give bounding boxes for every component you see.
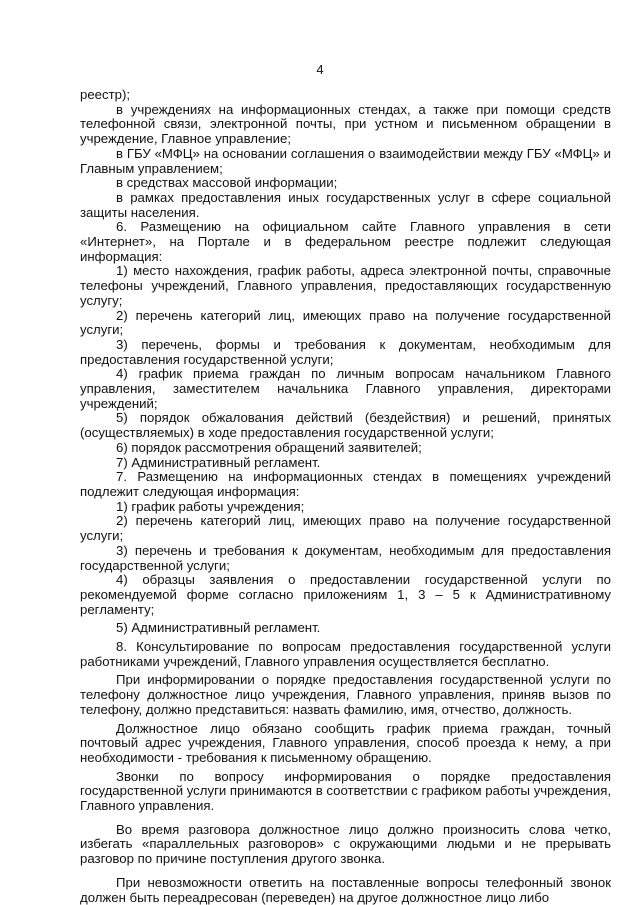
paragraph: При информировании о порядке предоставления государственной услуги по телефону должностное лицо учреждения, Главного управления, приняв вызов по телефону, должно представиться: назвать фамилию, имя, отчество, должность. xyxy=(80,672,611,717)
document-body xyxy=(80,88,611,905)
paragraph: 6. Размещению на официальном сайте Главного управления в сети «Интернет», на Портале и в федеральном реестре подлежит следующая информация: xyxy=(80,219,611,264)
paragraph: 4) график приема граждан по личным вопросам начальником Главного управления, заместителем начальника Главного управления, директорами учреждений; xyxy=(80,366,611,411)
paragraph: в ГБУ «МФЦ» на основании соглашения о взаимодействии между ГБУ «МФЦ» и Главным управлением; xyxy=(80,145,611,176)
paragraph: 1) место нахождения, график работы, адреса электронной почты, справочные телефоны учреждений, Главного управления, предоставляющих государственную услугу; xyxy=(80,263,611,308)
paragraph: 8. Консультирование по вопросам предоставления государственной услуги работниками учреждений, Главного управления осуществляется бесплатно. xyxy=(80,639,611,669)
paragraph: Во время разговора должностное лицо должно произносить слова четко, избегать «параллельных разговоров» с окружающими людьми и не прерывать разговор по причине поступления другого звонка. xyxy=(80,821,611,867)
paragraph: реестр); xyxy=(80,87,131,102)
paragraph: Звонки по вопросу информирования о порядке предоставления государственной услуги принимаются в соответствии с графиком работы учреждения, Главного управления. xyxy=(80,768,611,814)
paragraph: 1) график работы учреждения; xyxy=(116,498,305,514)
paragraph: 5) порядок обжалования действий (бездействия) и решений, принятых (осуществляемых) в ходе предоставления государственной услуги; xyxy=(80,410,611,441)
paragraph: в средствах массовой информации; xyxy=(116,175,338,191)
paragraph: 2) перечень категорий лиц, имеющих право на получение государственной услуги; xyxy=(80,513,611,544)
paragraph: в учреждениях на информационных стендах, а также при помощи средств телефонной связи, электронной почты, при устном и письменном обращении в учреждение, Главное управление; xyxy=(80,101,611,147)
page-number: 4 xyxy=(316,62,324,77)
paragraph: Должностное лицо обязано сообщить график приема граждан, точный почтовый адрес учреждения, Главного управления, способ проезда к нему, а при необходимости - требования к письменному обращению. xyxy=(80,720,611,765)
paragraph: 7) Административный регламент. xyxy=(116,454,321,470)
paragraph: 7. Размещению на информационных стендах в помещениях учреждений подлежит следующая информация: xyxy=(80,469,611,499)
paragraph: 4) образцы заявления о предоставлении государственной услуги по рекомендуемой форме согласно приложениям 1, 3 – 5 к Административному регламенту; xyxy=(80,572,611,617)
paragraph: 3) перечень, формы и требования к документам, необходимым для предоставления государственной услуги; xyxy=(80,336,611,367)
paragraph: 5) Административный регламент. xyxy=(116,620,321,636)
paragraph: 6) порядок рассмотрения обращений заявителей; xyxy=(116,439,422,455)
paragraph: При невозможности ответить на поставленные вопросы телефонный звонок должен быть переадресован (переведен) на другое должностное лицо либо xyxy=(80,874,611,905)
paragraph: в рамках предоставления иных государственных услуг в сфере социальной защиты населения. xyxy=(80,189,611,220)
paragraph: 2) перечень категорий лиц, имеющих право на получение государственной услуги; xyxy=(80,307,611,338)
paragraph: 3) перечень и требования к документам, необходимым для предоставления государственной услуги; xyxy=(80,542,611,573)
